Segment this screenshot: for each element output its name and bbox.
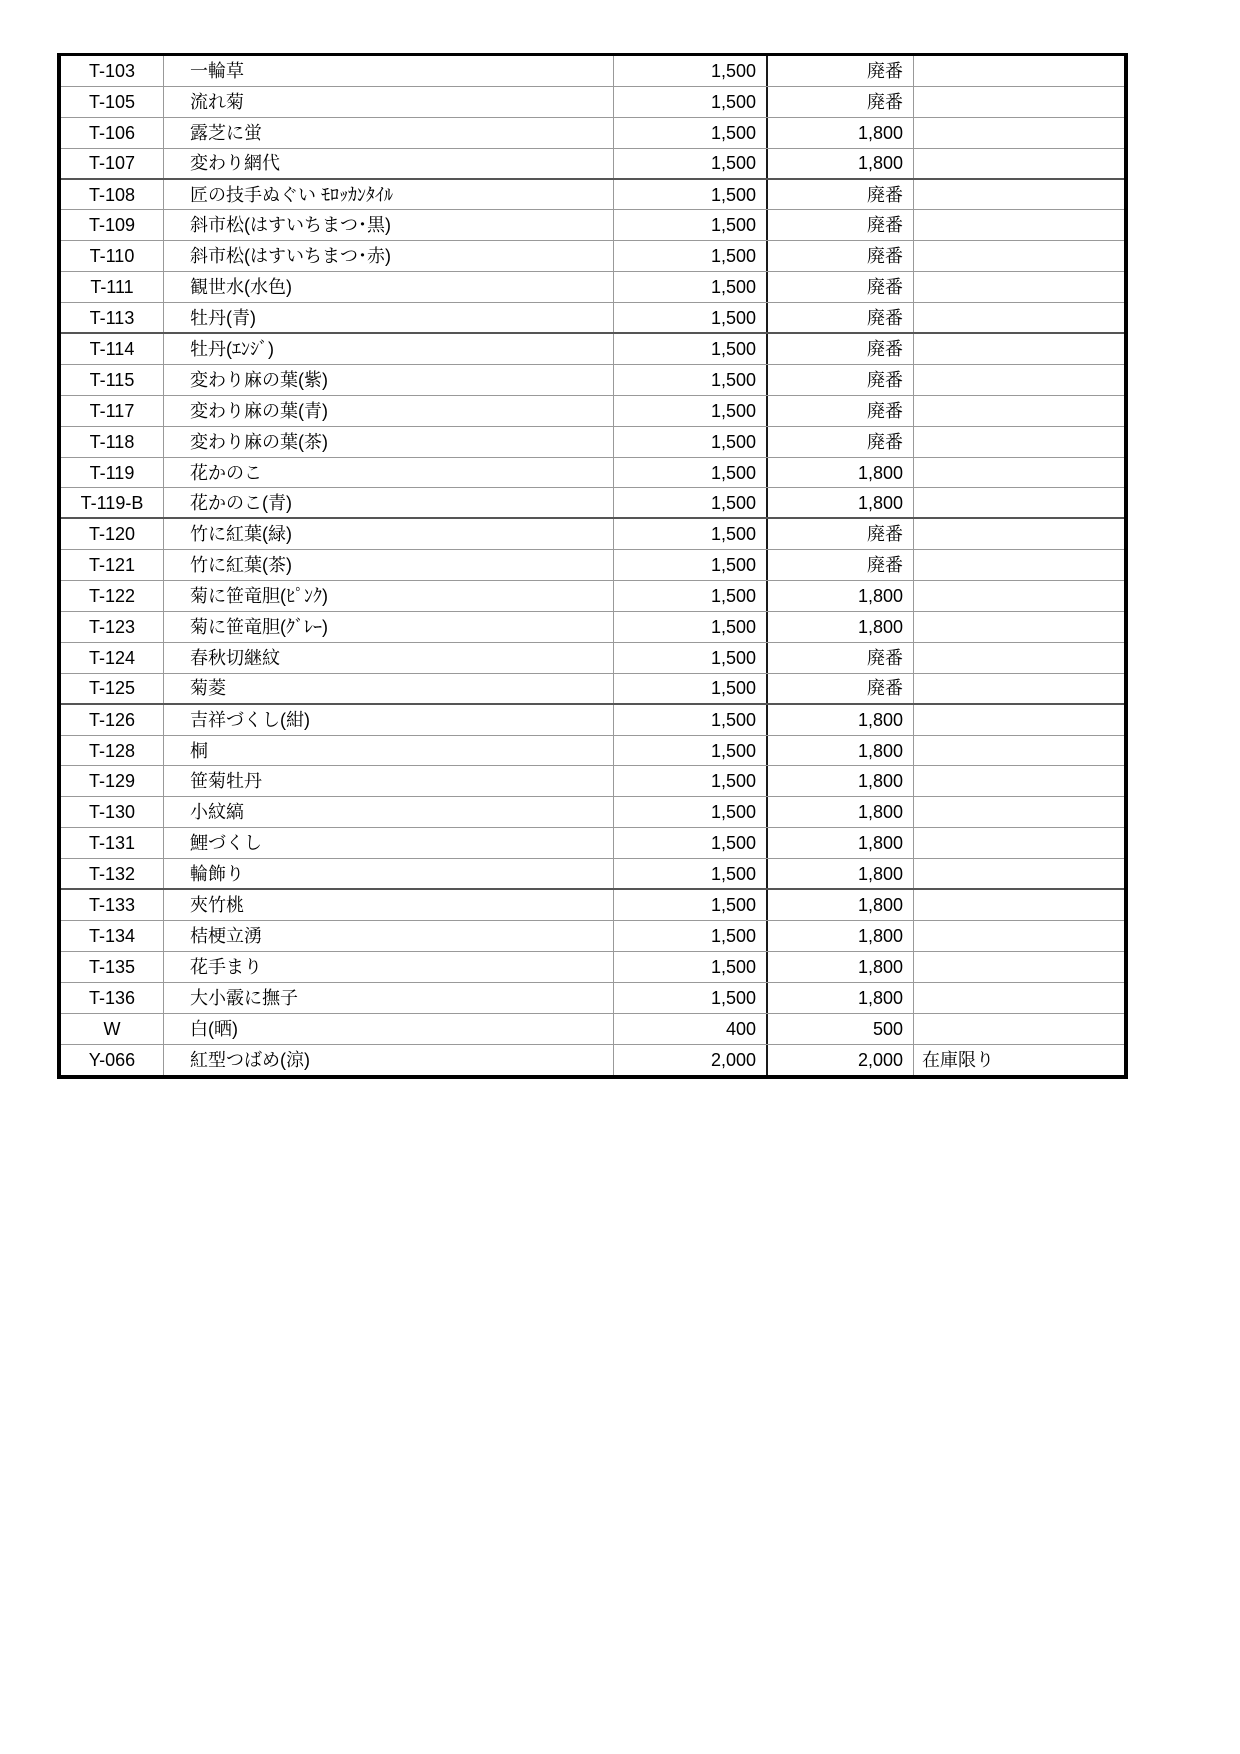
table-row: [61, 983, 1124, 1014]
item-code-cell: T-132: [61, 859, 164, 888]
revised-price-cell: 1,800: [768, 859, 914, 888]
price-cell: 1,500: [614, 180, 768, 210]
note-cell: [914, 180, 1124, 210]
price-cell: 1,500: [614, 674, 768, 703]
table-row: [61, 1014, 1124, 1045]
table-row: [61, 921, 1124, 952]
item-code-cell: T-107: [61, 149, 164, 178]
item-name-cell: 小紋縞: [164, 797, 614, 827]
note-cell: [914, 643, 1124, 673]
revised-price-cell: 2,000: [768, 1045, 914, 1076]
table-row: [61, 766, 1124, 797]
item-code-cell: Y-066: [61, 1045, 164, 1076]
price-cell: 1,500: [614, 303, 768, 332]
note-cell: [914, 952, 1124, 982]
price-cell: 1,500: [614, 550, 768, 580]
note-cell: [914, 766, 1124, 796]
revised-price-cell: 廃番: [768, 241, 914, 271]
revised-price-cell: 1,800: [768, 766, 914, 796]
note-cell: [914, 488, 1124, 517]
note-cell: [914, 612, 1124, 642]
item-name-cell: 夾竹桃: [164, 890, 614, 920]
note-cell: [914, 519, 1124, 549]
revised-price-cell: 1,800: [768, 828, 914, 858]
item-name-cell: 菊に笹竜胆(ﾋﾟﾝｸ): [164, 581, 614, 611]
revised-price-cell: 1,800: [768, 983, 914, 1013]
item-code-cell: T-133: [61, 890, 164, 920]
table-row: [61, 488, 1124, 519]
note-cell: [914, 736, 1124, 766]
note-cell: [914, 272, 1124, 302]
note-cell: [914, 983, 1124, 1013]
price-cell: 1,500: [614, 921, 768, 951]
item-code-cell: T-119-B: [61, 488, 164, 517]
revised-price-cell: 1,800: [768, 118, 914, 148]
item-name-cell: 流れ菊: [164, 87, 614, 117]
table-row: [61, 272, 1124, 303]
revised-price-cell: 500: [768, 1014, 914, 1044]
item-code-cell: T-123: [61, 612, 164, 642]
item-name-cell: 菊菱: [164, 674, 614, 703]
price-cell: 1,500: [614, 56, 768, 86]
item-code-cell: T-117: [61, 396, 164, 426]
revised-price-cell: 廃番: [768, 56, 914, 86]
price-cell: 1,500: [614, 519, 768, 549]
item-code-cell: T-108: [61, 180, 164, 210]
revised-price-cell: 1,800: [768, 952, 914, 982]
item-name-cell: 露芝に蛍: [164, 118, 614, 148]
item-code-cell: T-115: [61, 365, 164, 395]
revised-price-cell: 廃番: [768, 303, 914, 332]
price-cell: 1,500: [614, 118, 768, 148]
item-code-cell: T-110: [61, 241, 164, 271]
table-row: [61, 859, 1124, 890]
item-name-cell: 白(晒): [164, 1014, 614, 1044]
price-cell: 1,500: [614, 241, 768, 271]
item-code-cell: T-135: [61, 952, 164, 982]
revised-price-cell: 廃番: [768, 643, 914, 673]
table-row: [61, 643, 1124, 674]
item-name-cell: 輪飾り: [164, 859, 614, 888]
revised-price-cell: 1,800: [768, 149, 914, 178]
revised-price-cell: 1,800: [768, 890, 914, 920]
item-name-cell: 変わり麻の葉(青): [164, 396, 614, 426]
note-cell: [914, 705, 1124, 735]
item-code-cell: T-106: [61, 118, 164, 148]
price-cell: 1,500: [614, 427, 768, 457]
revised-price-cell: 廃番: [768, 180, 914, 210]
table-row: [61, 427, 1124, 458]
table-row: [61, 334, 1124, 365]
price-cell: 1,500: [614, 890, 768, 920]
item-code-cell: T-121: [61, 550, 164, 580]
note-cell: [914, 458, 1124, 488]
price-cell: 1,500: [614, 705, 768, 735]
item-name-cell: 吉祥づくし(紺): [164, 705, 614, 735]
revised-price-cell: 1,800: [768, 797, 914, 827]
item-code-cell: T-125: [61, 674, 164, 703]
item-code-cell: T-120: [61, 519, 164, 549]
revised-price-cell: 廃番: [768, 396, 914, 426]
revised-price-cell: 廃番: [768, 272, 914, 302]
item-code-cell: T-119: [61, 458, 164, 488]
table-row: [61, 303, 1124, 334]
revised-price-cell: 廃番: [768, 674, 914, 703]
price-cell: 1,500: [614, 334, 768, 364]
note-cell: [914, 890, 1124, 920]
price-cell: 1,500: [614, 458, 768, 488]
table-row: [61, 118, 1124, 149]
table-row: [61, 87, 1124, 118]
revised-price-cell: 1,800: [768, 458, 914, 488]
revised-price-cell: 廃番: [768, 87, 914, 117]
item-code-cell: T-122: [61, 581, 164, 611]
item-code-cell: T-130: [61, 797, 164, 827]
revised-price-cell: 1,800: [768, 736, 914, 766]
revised-price-cell: 1,800: [768, 488, 914, 517]
price-cell: 2,000: [614, 1045, 768, 1076]
note-cell: 在庫限り: [922, 1049, 994, 1070]
item-code-cell: T-111: [61, 272, 164, 302]
item-code-cell: T-136: [61, 983, 164, 1013]
item-name-cell: 笹菊牡丹: [164, 766, 614, 796]
note-cell: [914, 149, 1124, 178]
table-row: [61, 890, 1124, 921]
item-name-cell: 花かのこ: [164, 458, 614, 488]
note-cell: [914, 550, 1124, 580]
item-name-cell: 紅型つばめ(涼): [164, 1045, 614, 1076]
item-code-cell: T-118: [61, 427, 164, 457]
revised-price-cell: 廃番: [768, 210, 914, 240]
revised-price-cell: 1,800: [768, 581, 914, 611]
item-code-cell: T-113: [61, 303, 164, 332]
item-name-cell: 春秋切継紋: [164, 643, 614, 673]
note-cell: [914, 828, 1124, 858]
price-cell: 1,500: [614, 797, 768, 827]
table-row: [61, 674, 1124, 705]
note-cell: [914, 334, 1124, 364]
item-code-cell: T-103: [61, 56, 164, 86]
item-name-cell: 竹に紅葉(緑): [164, 519, 614, 549]
price-cell: 1,500: [614, 983, 768, 1013]
item-code-cell: T-109: [61, 210, 164, 240]
table-row: [61, 56, 1124, 87]
price-table: [57, 53, 1128, 1079]
item-name-cell: 変わり麻の葉(紫): [164, 365, 614, 395]
table-row: [61, 365, 1124, 396]
item-name-cell: 桐: [164, 736, 614, 766]
item-name-cell: 斜市松(はすいちまつ･黒): [164, 210, 614, 240]
table-row: [61, 1045, 1124, 1076]
item-name-cell: 変わり麻の葉(茶): [164, 427, 614, 457]
table-row: [61, 797, 1124, 828]
item-name-cell: 桔梗立湧: [164, 921, 614, 951]
item-name-cell: 竹に紅葉(茶): [164, 550, 614, 580]
note-cell: [914, 303, 1124, 332]
price-cell: 1,500: [614, 736, 768, 766]
table-row: [61, 519, 1124, 550]
table-row: [61, 612, 1124, 643]
note-cell: [914, 118, 1124, 148]
note-cell: [914, 1014, 1124, 1044]
item-code-cell: W: [61, 1014, 164, 1044]
note-cell: [914, 859, 1124, 888]
table-row: [61, 396, 1124, 427]
item-name-cell: 変わり網代: [164, 149, 614, 178]
item-code-cell: T-134: [61, 921, 164, 951]
price-cell: 1,500: [614, 859, 768, 888]
note-cell: [914, 427, 1124, 457]
price-cell: 1,500: [614, 612, 768, 642]
item-name-cell: 花手まり: [164, 952, 614, 982]
note-cell: [914, 56, 1124, 86]
price-cell: 1,500: [614, 87, 768, 117]
price-cell: 1,500: [614, 365, 768, 395]
note-cell: [914, 241, 1124, 271]
note-cell: [914, 921, 1124, 951]
revised-price-cell: 廃番: [768, 334, 914, 364]
item-name-cell: 一輪草: [164, 56, 614, 86]
price-cell: 1,500: [614, 488, 768, 517]
item-code-cell: T-131: [61, 828, 164, 858]
revised-price-cell: 1,800: [768, 921, 914, 951]
revised-price-cell: 廃番: [768, 365, 914, 395]
table-row: [61, 550, 1124, 581]
note-cell: [914, 210, 1124, 240]
note-cell: [914, 87, 1124, 117]
note-cell: [914, 674, 1124, 703]
revised-price-cell: 廃番: [768, 519, 914, 549]
price-cell: 1,500: [614, 149, 768, 178]
item-name-cell: 牡丹(青): [164, 303, 614, 332]
table-row: [61, 149, 1124, 180]
table-row: [61, 241, 1124, 272]
item-code-cell: T-126: [61, 705, 164, 735]
item-name-cell: 菊に笹竜胆(ｸﾞﾚｰ): [164, 612, 614, 642]
note-cell: [914, 365, 1124, 395]
table-row: [61, 705, 1124, 736]
item-code-cell: T-128: [61, 736, 164, 766]
item-name-cell: 斜市松(はすいちまつ･赤): [164, 241, 614, 271]
table-row: [61, 180, 1124, 211]
price-cell: 1,500: [614, 581, 768, 611]
price-cell: 1,500: [614, 766, 768, 796]
revised-price-cell: 1,800: [768, 705, 914, 735]
price-cell: 400: [614, 1014, 768, 1044]
note-cell: [914, 396, 1124, 426]
note-cell: [914, 797, 1124, 827]
price-cell: 1,500: [614, 396, 768, 426]
item-code-cell: T-124: [61, 643, 164, 673]
revised-price-cell: 1,800: [768, 612, 914, 642]
note-cell: [914, 581, 1124, 611]
table-row: [61, 210, 1124, 241]
table-row: [61, 952, 1124, 983]
revised-price-cell: 廃番: [768, 427, 914, 457]
item-name-cell: 匠の技手ぬぐい ﾓﾛｯｶﾝﾀｲﾙ: [164, 180, 614, 210]
price-cell: 1,500: [614, 272, 768, 302]
table-row: [61, 736, 1124, 767]
table-row: [61, 458, 1124, 489]
item-name-cell: 花かのこ(青): [164, 488, 614, 517]
table-row: [61, 581, 1124, 612]
item-code-cell: T-129: [61, 766, 164, 796]
item-name-cell: 鯉づくし: [164, 828, 614, 858]
revised-price-cell: 廃番: [768, 550, 914, 580]
item-name-cell: 牡丹(ｴﾝｼﾞ): [164, 334, 614, 364]
price-cell: 1,500: [614, 210, 768, 240]
table-row: [61, 828, 1124, 859]
item-name-cell: 観世水(水色): [164, 272, 614, 302]
price-cell: 1,500: [614, 828, 768, 858]
item-name-cell: 大小霰に撫子: [164, 983, 614, 1013]
price-cell: 1,500: [614, 643, 768, 673]
price-cell: 1,500: [614, 952, 768, 982]
item-code-cell: T-114: [61, 334, 164, 364]
item-code-cell: T-105: [61, 87, 164, 117]
